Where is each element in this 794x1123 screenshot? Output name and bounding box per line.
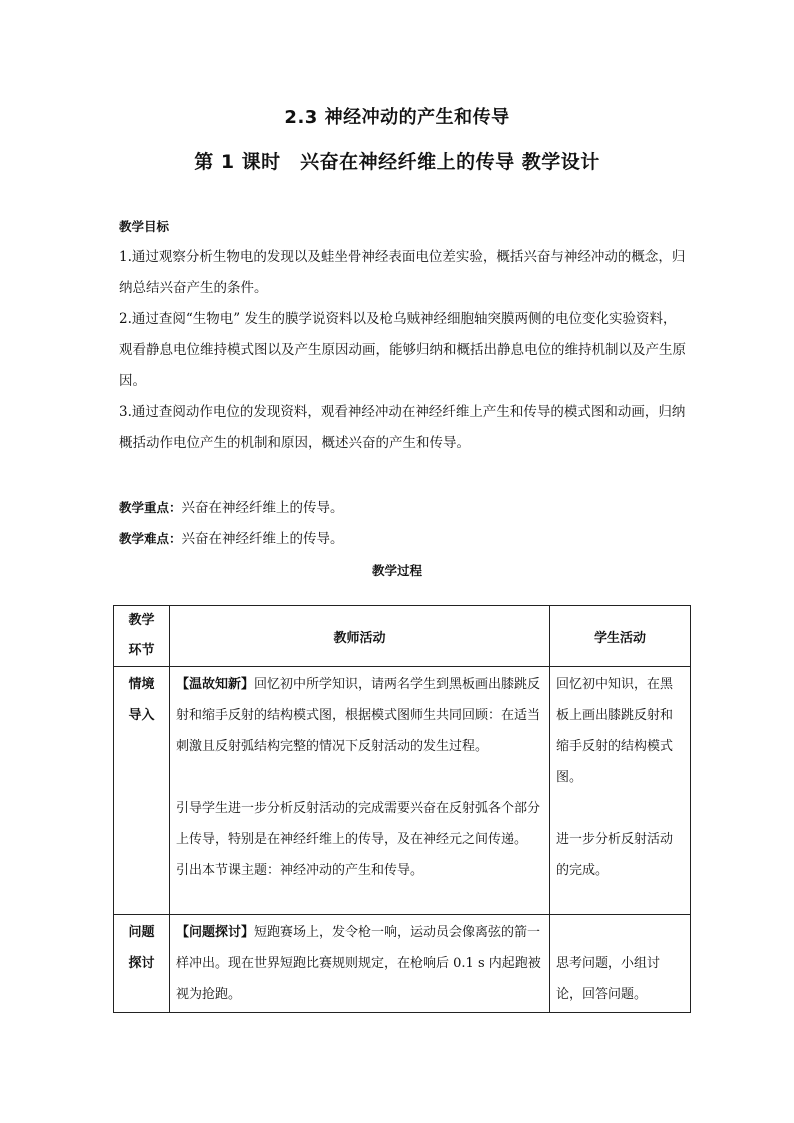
- teacher-text: 回忆初中所学知识，请两名学生到黑板画出膝跳反射和缩手反射的结构模式图，根据模式图师生共同回顾：在适当刺激且反射弧结构完整的情况下反射活动的发生过程。: [176, 677, 541, 754]
- table-row: [114, 915, 691, 1013]
- student-cell: [550, 915, 691, 1013]
- stage-cell: 情境导入: [114, 667, 170, 915]
- difficult-point-text: 兴奋在神经纤维上的传导。: [181, 531, 344, 547]
- teacher-tag: 【温故知新】: [176, 677, 255, 692]
- teacher-paragraph: [176, 917, 543, 1010]
- student-paragraph: 思考问题，小组讨论，回答问题。: [556, 956, 661, 1002]
- header-stage: 教学环节: [114, 606, 170, 667]
- objective-item-1: 1.通过观察分析生物电的发现以及蛙坐骨神经表面电位差实验，概括兴奋与神经冲动的概念，归纳总结兴奋产生的条件。: [119, 249, 686, 296]
- document-subtitle: 第 1 课时 兴奋在神经纤维上的传导 教学设计: [194, 151, 600, 173]
- objectives-section: [119, 211, 689, 459]
- stage-cell: 问题探讨: [114, 915, 170, 1013]
- teacher-cell: [170, 667, 550, 915]
- teacher-text: 短跑赛场上，发令枪一响，运动员会像离弦的箭一样冲出。现在世界短跑比赛规则规定，在枪响后 0.1 s 内起跑被视为抢跑。: [176, 925, 541, 1002]
- objective-item-3: 3.通过查阅动作电位的发现资料，观看神经冲动在神经纤维上产生和传导的模式图和动画，归纳概括动作电位产生的机制和原因，概述兴奋的产生和传导。: [119, 404, 686, 451]
- table-row: [114, 667, 691, 915]
- objectives-heading: 教学目标: [119, 219, 170, 234]
- process-table: [113, 605, 691, 1013]
- difficult-point-label: 教学难点：: [119, 531, 182, 546]
- difficult-point: [119, 527, 344, 547]
- document-title: 2.3 神经冲动的产生和传导: [284, 107, 510, 128]
- student-paragraph-2: 进一步分析反射活动的完成。: [556, 832, 674, 878]
- key-point-label: 教学重点：: [119, 500, 182, 515]
- table-header-row: [114, 606, 691, 667]
- header-teacher: 教师活动: [170, 606, 550, 667]
- student-cell: [550, 667, 691, 915]
- teacher-tag: 【问题探讨】: [176, 925, 255, 940]
- objective-item-2: 2.通过查阅“生物电” 发生的膜学说资料以及枪乌贼神经细胞轴突膜两侧的电位变化实验资料，观看静息电位维持模式图以及产生原因动画，能够归纳和概括出静息电位的维持机制以及产生原因。: [119, 311, 686, 389]
- teacher-cell: [170, 915, 550, 1013]
- student-paragraph: 回忆初中知识，在黑板上画出膝跳反射和缩手反射的结构模式图。: [556, 677, 674, 785]
- header-student: 学生活动: [550, 606, 691, 667]
- key-point-text: 兴奋在神经纤维上的传导。: [181, 500, 344, 516]
- key-point: [119, 496, 344, 516]
- process-title: 教学过程: [371, 563, 422, 578]
- teacher-paragraph-2: 引导学生进一步分析反射活动的完成需要兴奋在反射弧各个部分上传导，特别是在神经纤维上的传导，及在神经元之间传递。: [176, 801, 541, 847]
- teacher-paragraph-3: 引出本节课主题：神经冲动的产生和传导。: [176, 863, 424, 878]
- teacher-paragraph: [176, 669, 543, 762]
